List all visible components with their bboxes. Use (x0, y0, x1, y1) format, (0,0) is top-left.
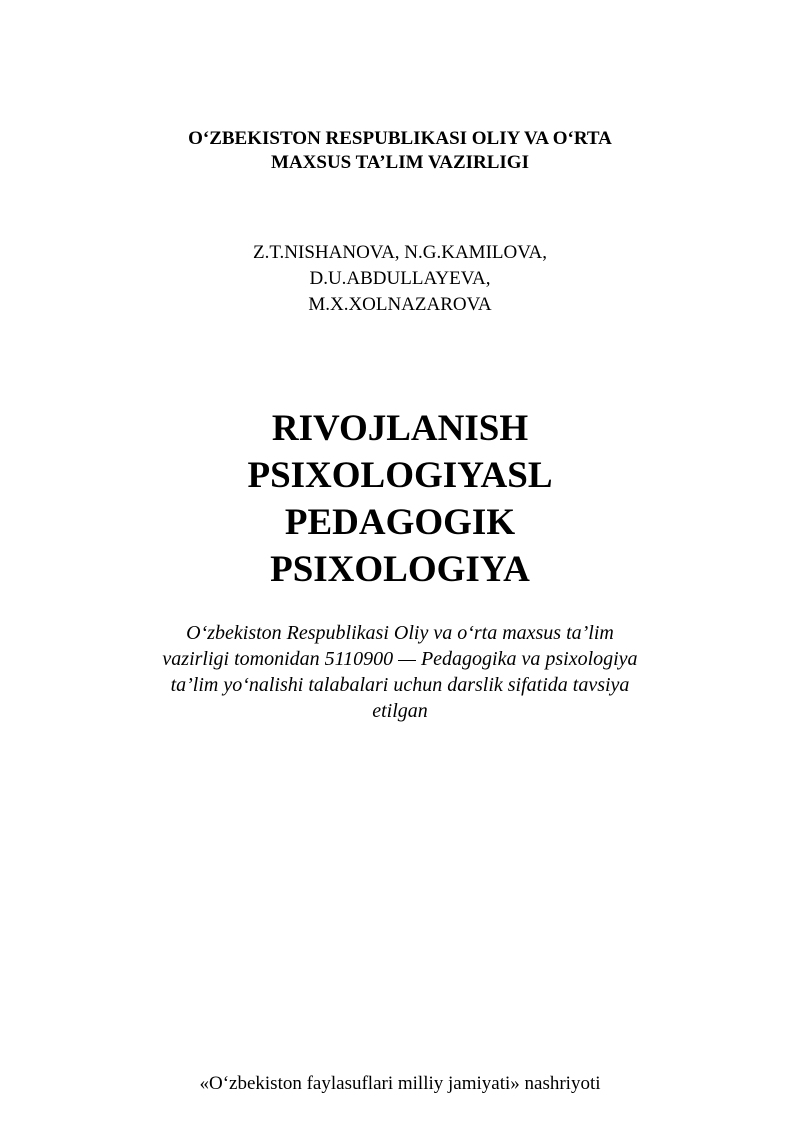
approval-note-line-2: vazirligi tomonidan 5110900 — Pedagogika va psixologiya (162, 648, 638, 670)
book-title-line-2: PSIXOLOGIYASL (247, 455, 553, 496)
publisher-name: «O‘zbekiston faylasuflari milliy jamiyati» nashriyoti (199, 1073, 601, 1094)
ministry-line-2: MAXSUS TA’LIM VAZIRLIGI (271, 152, 529, 173)
book-title (0, 405, 800, 593)
approval-note (110, 620, 690, 724)
book-title-line-3: PEDAGOGIK (284, 502, 516, 543)
book-title-line-1: RIVOJLANISH (271, 408, 529, 449)
ministry-line-1: O‘ZBEKISTON RESPUBLIKASI OLIY VA O‘RTA (188, 128, 612, 149)
authors-list (0, 240, 800, 318)
approval-note-line-4: etilgan (372, 700, 428, 722)
approval-note-line-1: O‘zbekiston Respublikasi Oliy va o‘rta maxsus ta’lim (186, 622, 614, 644)
ministry-heading (0, 127, 800, 175)
authors-line-3: M.X.XOLNAZAROVA (308, 294, 492, 315)
authors-line-2: D.U.ABDULLAYEVA, (309, 268, 491, 289)
authors-line-1: Z.T.NISHANOVA, N.G.KAMILOVA, (253, 242, 547, 263)
approval-note-line-3: ta’lim yo‘nalishi talabalari uchun darslik sifatida tavsiya (170, 674, 630, 696)
book-title-line-4: PSIXOLOGIYA (270, 549, 530, 590)
